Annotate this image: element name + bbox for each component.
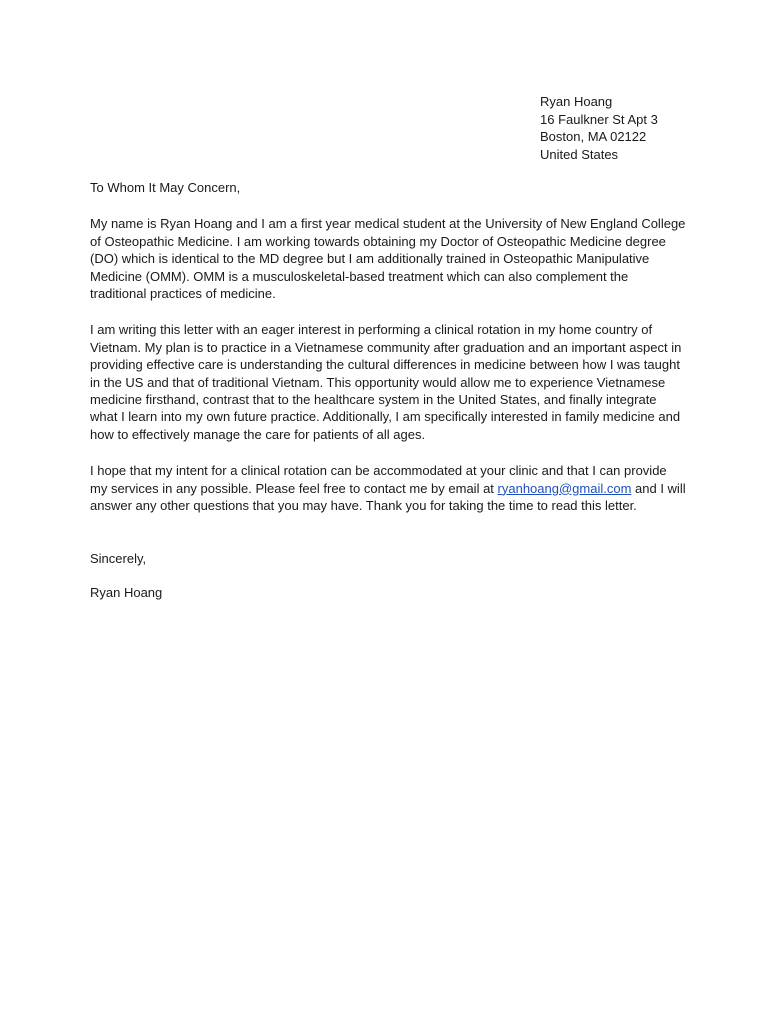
contact-text-after: and I will (631, 480, 686, 496)
paragraph-line: what I learn into my own future practice. Additionally, I am specifically interested in family medicine and (90, 409, 681, 425)
signature-name: Ryan Hoang (90, 584, 163, 600)
paragraph-line: providing effective care is understanding the cultural differences in medicine between how I was taught (90, 357, 680, 373)
closing: Sincerely, (90, 550, 147, 566)
paragraph-line: how to effectively manage the care for patients of all ages. (90, 426, 426, 442)
paragraph-line: medicine firsthand, contrast that to the healthcare system in the United States, and finally integrate (90, 392, 657, 408)
paragraph-line: traditional practices of medicine. (90, 286, 276, 302)
paragraph-contact (90, 462, 690, 514)
paragraph-line: answer any other questions that you may have. Thank you for taking the time to read this letter. (90, 498, 637, 514)
paragraph-introduction (90, 215, 690, 302)
paragraph-line: (DO) which is identical to the MD degree but I am additionally trained in Osteopathic Manipulative (90, 251, 650, 267)
paragraph-line: of Osteopathic Medicine. I am working towards obtaining my Doctor of Osteopathic Medicine degree (90, 233, 666, 249)
email-link[interactable]: ryanhoang@gmail.com (497, 480, 632, 496)
paragraph-purpose (90, 321, 690, 443)
paragraph-line: in the US and that of traditional Vietnam. This opportunity would allow me to experience Vietnamese (90, 374, 666, 390)
letter-body (90, 179, 690, 601)
paragraph-line: I am writing this letter with an eager interest in performing a clinical rotation in my home country of (90, 322, 653, 338)
paragraph-line: Vietnam. My plan is to practice in a Vietnamese community after graduation and an important aspect in (90, 339, 682, 355)
sender-city-state-zip: Boston, MA 02122 (540, 129, 647, 145)
sender-street: 16 Faulkner St Apt 3 (540, 111, 658, 127)
sender-name: Ryan Hoang (540, 94, 613, 109)
sender-address (540, 93, 658, 163)
contact-text-before: my services in any possible. Please feel free to contact me by email at (90, 480, 498, 496)
salutation: To Whom It May Concern, (90, 180, 241, 195)
sender-country: United States (540, 146, 619, 162)
paragraph-line: My name is Ryan Hoang and I am a first year medical student at the University of New England College (90, 216, 686, 232)
paragraph-line: Medicine (OMM). OMM is a musculoskeletal-based treatment which can also complement the (90, 268, 629, 284)
paragraph-line (90, 480, 690, 497)
paragraph-line: I hope that my intent for a clinical rotation can be accommodated at your clinic and that I can provide (90, 463, 667, 479)
